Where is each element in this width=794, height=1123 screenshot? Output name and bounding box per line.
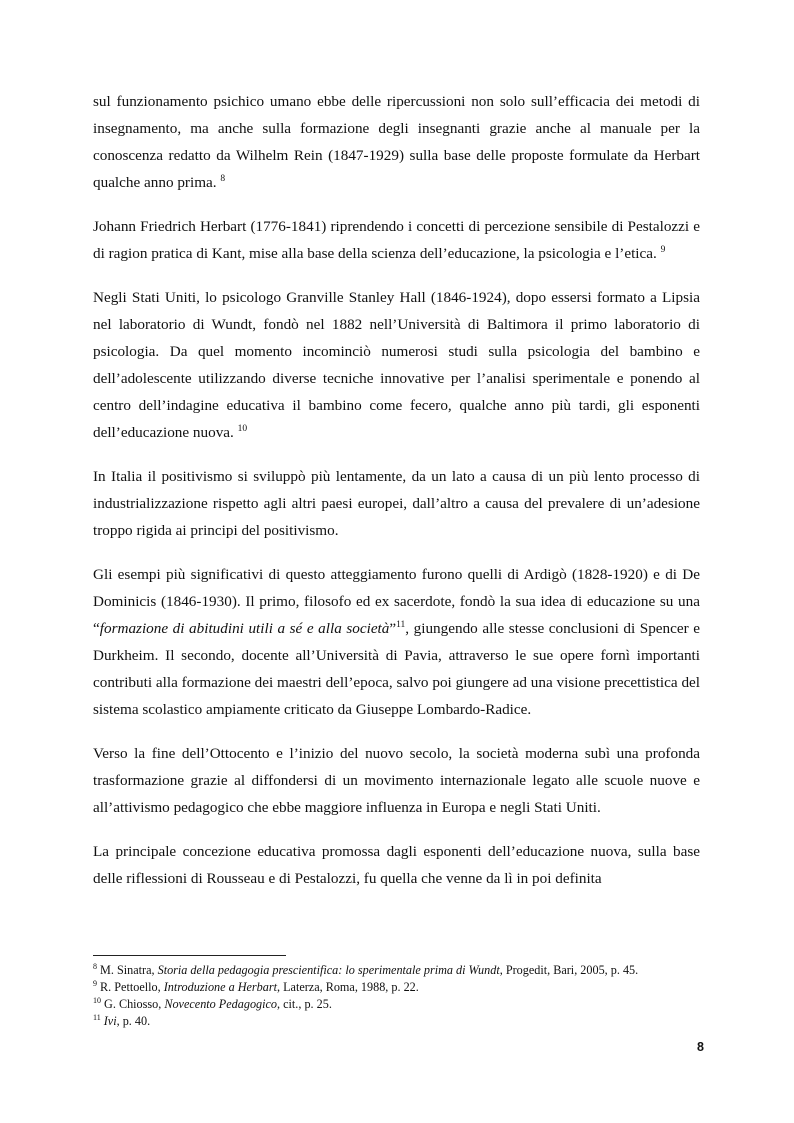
paragraph-text: Negli Stati Uniti, lo psicologo Granville Stanley Hall (1846-1924), dopo essersi formato a Lipsia nel laboratorio di Wundt, fondò nel 1882 nell’Università di Baltimora il primo laboratorio di psicologia. Da quel momento incominciò numerosi studi sulla psicologia del bambino e dell’adolescente utilizzando diverse tecniche innovative per l’analisi sperimentale e ponendo al centro dell’indagine educativa il bambino come fecero, qualche anno più tardi, gli esponenti dell’educazione nuova. [93, 289, 700, 441]
paragraph-text: In Italia il positivismo si sviluppò più lentamente, da un lato a causa di un più lento processo di industrializzazione rispetto agli altri paesi europei, dall’altro a causa del prevalere di un’adesione troppo rigida ai principi del positivismo. [93, 468, 700, 539]
footnote-title: Introduzione a Herbart [163, 980, 277, 994]
footnote-11 [93, 1013, 703, 1030]
footnote-title: Ivi [103, 1014, 117, 1028]
footnote-ref[interactable]: 11 [396, 619, 406, 630]
paragraph-4 [93, 463, 700, 544]
footnote-text: , Progedit, Bari, 2005, p. 45. [499, 963, 639, 977]
paragraph-3 [93, 284, 700, 446]
footnote-ref[interactable]: 8 [220, 173, 226, 184]
paragraph-text: Gli esempi più significativi di questo atteggiamento furono quelli di Ardigò (1828-1920) e di De Dominicis (1846-1930). Il primo, filosofo ed ex sacerdote, fondò la sua idea di educazione su una “ [93, 566, 700, 637]
footnote-title: Storia della pedagogia prescientifica: lo sperimentale prima di Wundt [157, 963, 500, 977]
paragraph-2 [93, 213, 700, 267]
footnote-text: G. Chiosso, [101, 997, 165, 1011]
paragraph-text: , giungendo alle stesse conclusioni di Spencer e Durkheim. Il secondo, docente all’Università di Pavia, attraverso le sue opere fornì importanti contributi alla formazione dei maestri dell’epoca, salvo poi giungere ad una visione precettistica del sistema scolastico ampiamente criticato da Giuseppe Lombardo-Radice. [93, 620, 700, 718]
footnote-number: 9 [93, 978, 97, 988]
footnote-number: 10 [93, 995, 101, 1005]
page-number: 8 [697, 1040, 704, 1054]
paragraph-7 [93, 838, 700, 892]
paragraph-text: sul funzionamento psichico umano ebbe delle ripercussioni non solo sull’efficacia dei metodi di insegnamento, ma anche sulla formazione degli insegnanti grazie anche al manuale per la conoscenza redatto da Wilhelm Rein (1847-1929) sulla base delle proposte formulate da Herbart qualche anno prima. [93, 93, 700, 191]
footnote-text: , p. 40. [116, 1014, 151, 1028]
footnote-text: , cit., p. 25. [277, 997, 332, 1011]
footnote-number: 8 [93, 961, 97, 971]
paragraph-6 [93, 740, 700, 821]
paragraph-text: Verso la fine dell’Ottocento e l’inizio del nuovo secolo, la società moderna subì una profonda trasformazione grazie al diffondersi di un movimento internazionale legato alle scuole nuove e all’attivismo pedagogico che ebbe maggiore influenza in Europa e negli Stati Uniti. [93, 745, 700, 816]
footnote-ref[interactable]: 9 [660, 244, 666, 255]
footnote-title: Novecento Pedagogico [164, 997, 278, 1011]
footnote-text: M. Sinatra, [97, 963, 158, 977]
footnote-ref[interactable]: 10 [237, 423, 248, 434]
paragraph-text: Johann Friedrich Herbart (1776-1841) riprendendo i concetti di percezione sensibile di Pestalozzi e di ragion pratica di Kant, mise alla base della scienza dell’educazione, la psicologia e l’etica. [93, 218, 700, 262]
footnote-number: 11 [93, 1012, 101, 1022]
footnote-9 [93, 979, 703, 996]
footnote-separator [93, 955, 286, 956]
paragraph-1 [93, 88, 700, 196]
paragraph-text: La principale concezione educativa promossa dagli esponenti dell’educazione nuova, sulla base delle riflessioni di Rousseau e di Pestalozzi, fu quella che venne da lì in poi definita [93, 843, 700, 887]
quoted-italic-text: formazione di abitudini utili a sé e alla società [99, 620, 390, 637]
footnote-10 [93, 996, 703, 1013]
closing-quote: ” [389, 620, 397, 637]
footnote-text: R. Pettoello, [97, 980, 164, 994]
paragraph-5 [93, 561, 700, 723]
footnote-8 [93, 962, 703, 979]
footnotes [93, 962, 703, 1030]
page-body [93, 88, 700, 909]
footnote-text: , Laterza, Roma, 1988, p. 22. [277, 980, 419, 994]
